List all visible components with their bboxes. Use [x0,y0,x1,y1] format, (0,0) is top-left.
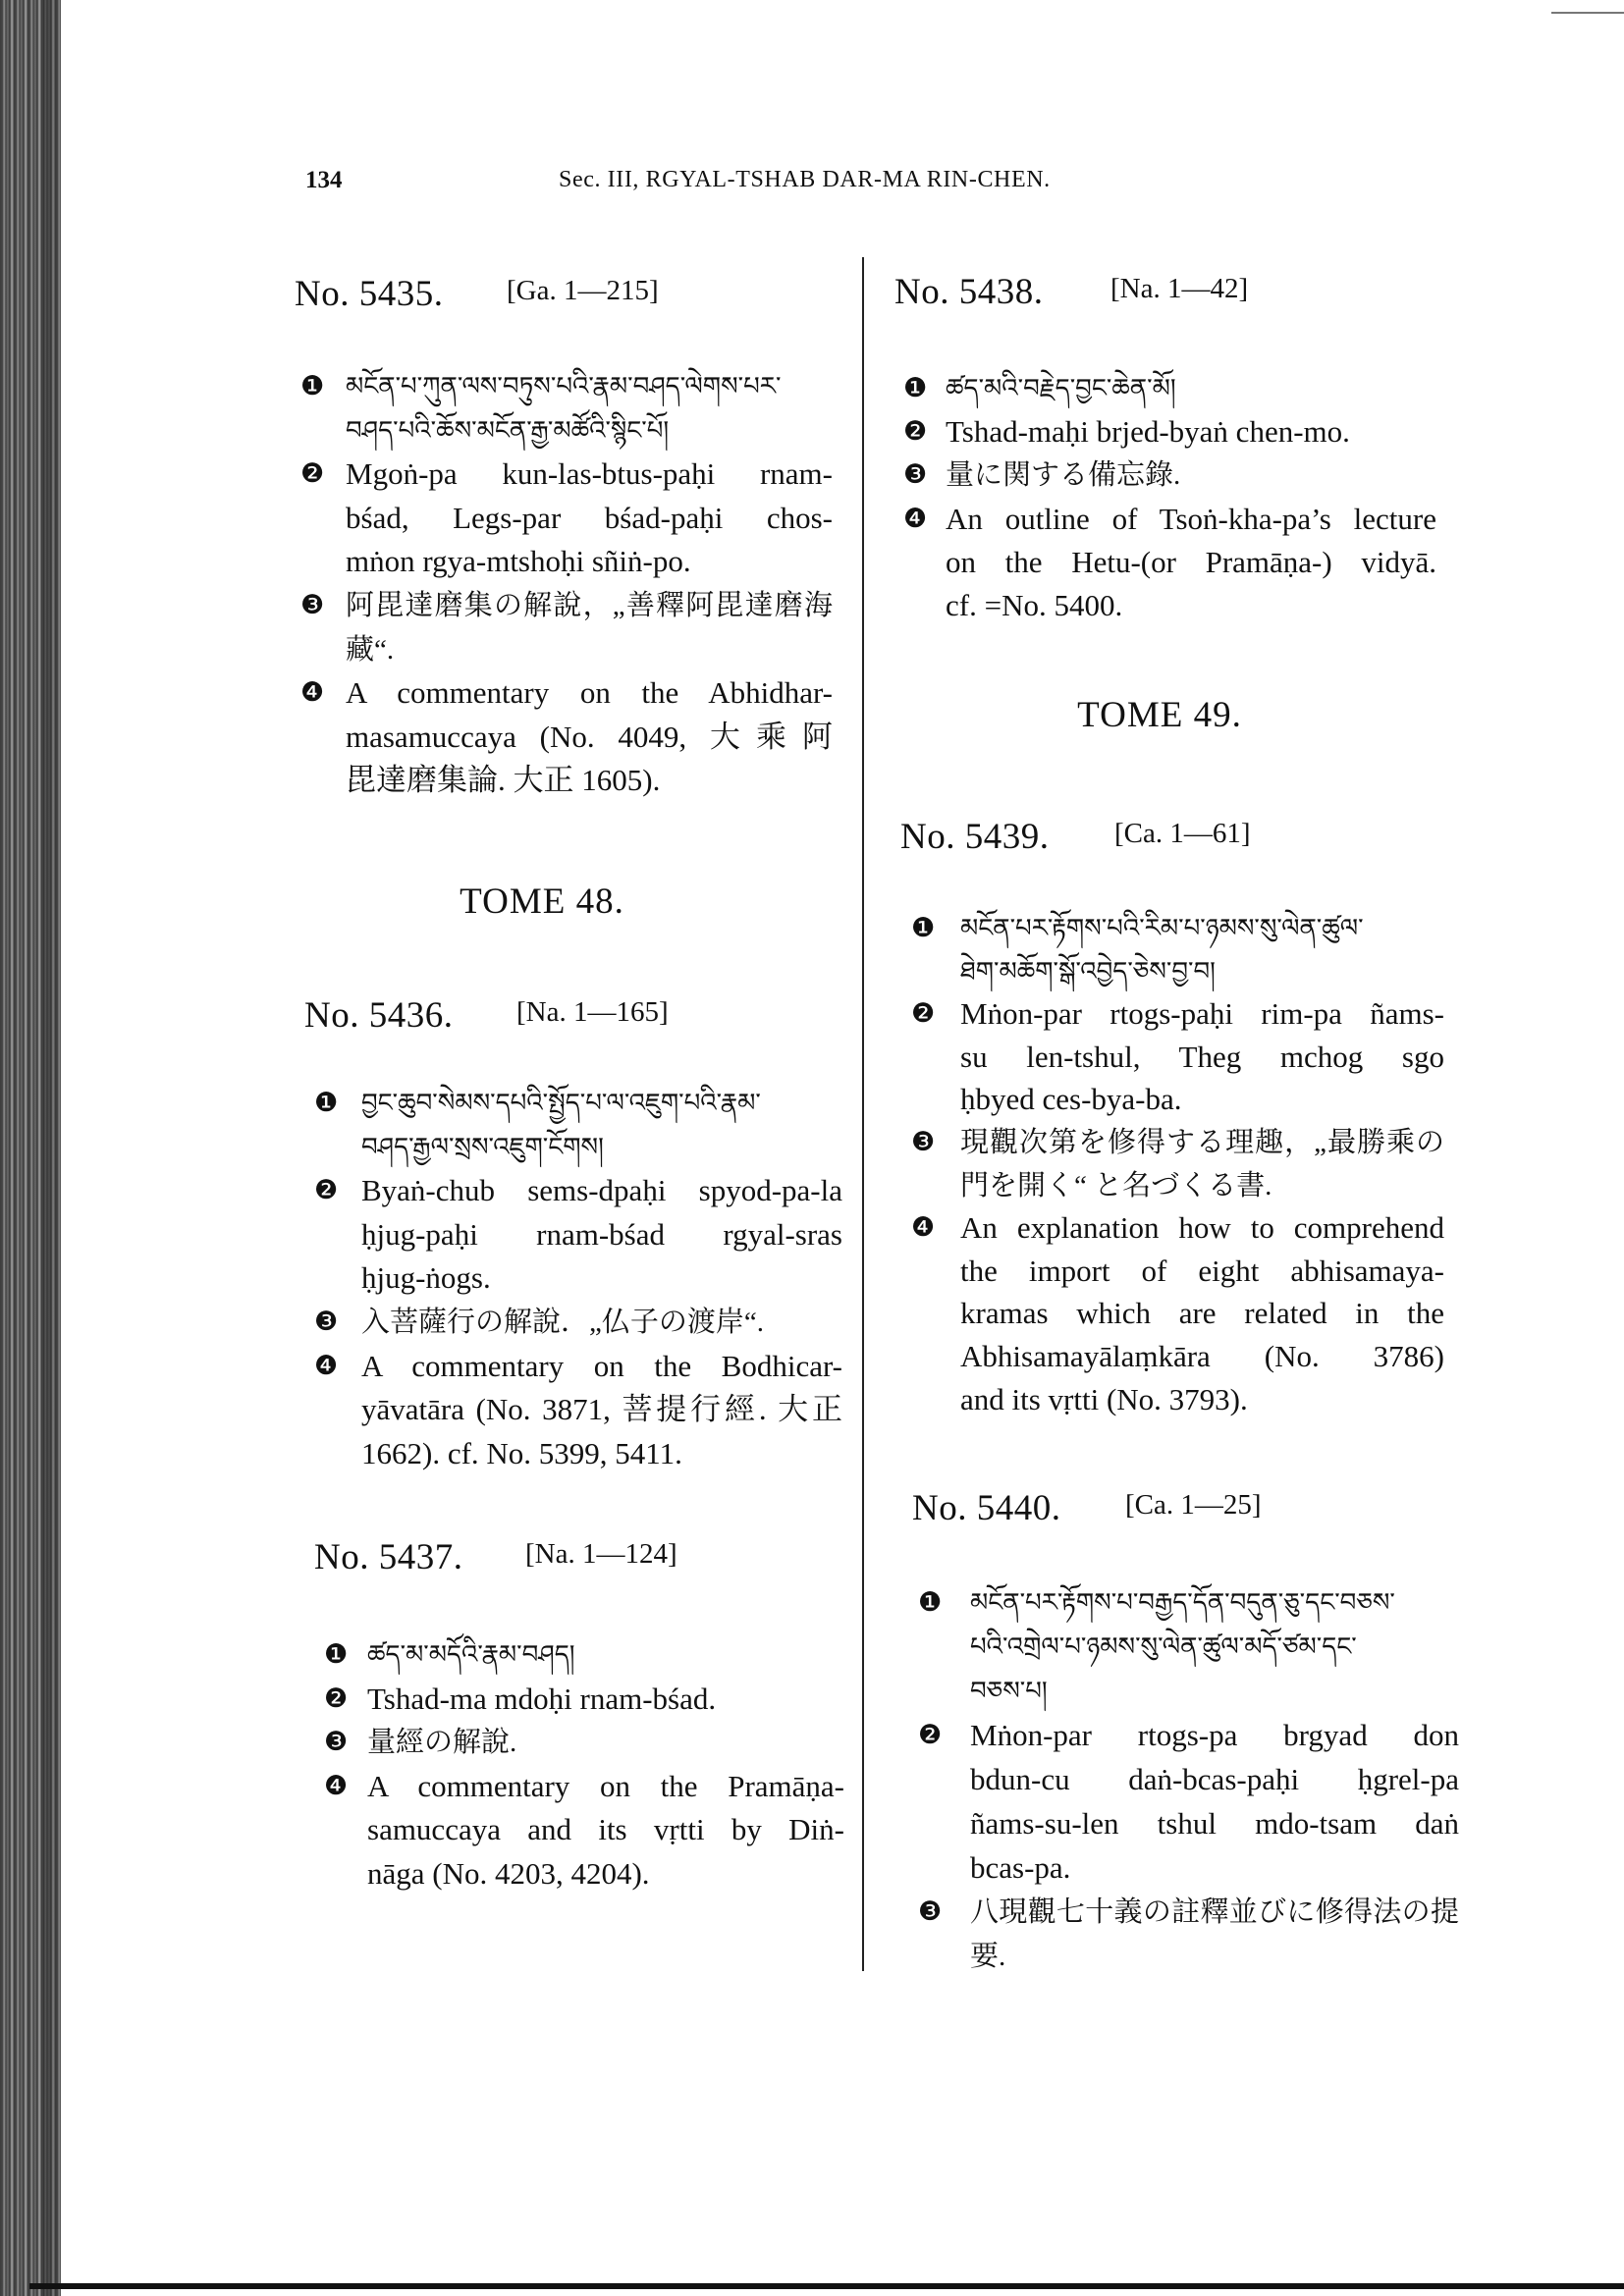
entry-reference: [Ga. 1—215] [507,275,659,306]
tome-heading: TOME 48. [460,881,624,922]
tibetan-title-line: མངོན་པར་རྟོགས་པའི་རིམ་པ་ཉམས་སུ་ལེན་ཚུལ་ [960,914,1364,943]
scan-edge-shadow [0,0,61,2296]
transliteration-line: bdun-cu daṅ-bcas-paḥi ḥgrel-pa [970,1762,1459,1796]
entry-reference: [Ca. 1—25] [1125,1489,1262,1521]
description-line: 毘達磨集論. 大正 1605). [346,763,661,798]
entry-number: No. 5439. [900,817,1050,857]
description-line: cf. =No. 5400. [946,588,1123,622]
tibetan-title-line: ཐེག་མཆོག་སྒོ་འབྱེད་ཅེས་བྱ་བ། [960,956,1216,987]
item-number-marker: ❶ [300,371,325,401]
description-line: 1662). cf. No. 5399, 5411. [361,1435,682,1470]
japanese-title-line: 量に関する備忘錄. [946,459,1181,492]
transliteration-line: bcas-pa. [970,1850,1071,1885]
item-number-marker: ❶ [314,1088,339,1118]
item-number-marker: ❷ [903,416,928,448]
transliteration-line: Mṅon-par rtogs-paḥi rim-pa ñams- [960,996,1444,1032]
description-line: masamuccaya (No. 4049, 大乘阿 [346,719,833,754]
japanese-title-line: 藏“. [346,633,395,666]
item-number-marker: ❶ [911,913,936,943]
japanese-title-line: 門を開く“ と名づくる書. [960,1169,1272,1201]
description-line: A commentary on the Pramāṇa- [367,1768,844,1803]
transliteration-line: su len-tshul, Theg mchog sgo [960,1039,1444,1074]
item-number-marker: ❶ [324,1639,349,1670]
item-number-marker: ❷ [314,1175,339,1206]
japanese-title-line: 量經の解說. [367,1727,517,1759]
description-line: An explanation how to comprehend [960,1210,1444,1246]
item-number-marker: ❷ [300,458,325,490]
description-line: An outline of Tsoṅ-kha-pa’s lecture [946,501,1436,536]
item-number-marker: ❹ [324,1770,349,1801]
transliteration-line: mṅon rgya-mtshoḥi sñiṅ-po. [346,544,691,579]
page-number: 134 [305,167,343,193]
japanese-title-line: 要. [970,1941,1006,1972]
item-number-marker: ❸ [300,590,325,620]
transliteration-line: Mgoṅ-pa kun-las-btus-paḥi rnam- [346,456,833,492]
transliteration-line: ñams-su-len tshul mdo-tsam daṅ [970,1806,1459,1841]
japanese-title-line: 八現觀七十義の註釋並びに修得法の提 [970,1896,1459,1928]
description-line: on the Hetu-(or Pramāṇa-) vidyā. [946,544,1436,579]
item-number-marker: ❹ [911,1212,936,1244]
tibetan-title-line: མངོན་པ་ཀུན་ལས་བཏུས་པའི་རྣམ་བཤད་ལེགས་པར་ [346,372,782,401]
tibetan-title-line: བཅས་པ། [970,1677,1048,1706]
tibetan-title-line: བཤད་པའི་ཆོས་མངོན་རྒྱ་མཚོའི་སྙིང་པོ། [346,415,670,446]
entry-reference: [Na. 1—42] [1110,273,1249,304]
item-number-marker: ❸ [314,1307,339,1337]
transliteration-line: ḥjug-ṅogs. [361,1260,491,1296]
item-number-marker: ❸ [903,459,928,491]
tibetan-title-line: པའི་འགྲེལ་པ་ཉམས་སུ་ལེན་ཚུལ་མདོ་ཙམ་དང་ [970,1632,1357,1662]
description-line: A commentary on the Abhidhar- [346,675,833,711]
transliteration-line: bśad, Legs-par bśad-paḥi chos- [346,500,833,535]
entry-reference: [Na. 1—165] [516,996,669,1028]
description-line: A commentary on the Bodhicar- [361,1348,842,1383]
description-line: kramas which are related in the [960,1296,1444,1331]
scan-artifact-line [1551,12,1624,14]
column-divider [862,257,864,1971]
transliteration-line: Byaṅ-chub sems-dpaḥi spyod-pa-la [361,1173,842,1208]
item-number-marker: ❸ [918,1896,943,1927]
description-line: nāga (No. 4203, 4204). [367,1856,650,1891]
entry-number: No. 5435. [295,274,444,314]
transliteration-line: ḥjug-paḥi rnam-bśad rgyal-sras [361,1216,842,1252]
description-line: samuccaya and its vṛtti by Diṅ- [367,1812,844,1847]
transliteration-line: Tshad-maḥi brjed-byaṅ chen-mo. [946,414,1350,450]
item-number-marker: ❷ [911,998,936,1030]
japanese-title-line: 現觀次第を修得する理趣，„最勝乘の [960,1127,1444,1158]
item-number-marker: ❸ [911,1127,936,1157]
entry-number: No. 5440. [912,1488,1061,1528]
transliteration-line: Tshad-ma mdoḥi rnam-bśad. [367,1681,717,1716]
transliteration-line: Mṅon-par rtogs-pa brgyad don [970,1718,1459,1752]
transliteration-line: ḥbyed ces-bya-ba. [960,1082,1182,1117]
entry-number: No. 5436. [304,995,454,1036]
tibetan-title-line: བཤད་རྒྱལ་སྲས་འཇུག་ངོགས། [361,1132,604,1162]
item-number-marker: ❶ [903,373,928,403]
tibetan-title-line: ཚད་མ་མདོའི་རྣམ་བཤད། [367,1640,575,1670]
entry-reference: [Na. 1—124] [525,1538,677,1570]
japanese-title-line: 入菩薩行の解說．„仏子の渡岸“. [361,1307,764,1338]
page-bottom-edge [29,2283,1624,2289]
item-number-marker: ❹ [300,677,325,709]
description-line: and its vṛtti (No. 3793). [960,1381,1248,1416]
japanese-title-line: 阿毘達磨集の解說，„善釋阿毘達磨海 [346,590,833,621]
description-line: the import of eight abhisamaya- [960,1253,1444,1288]
item-number-marker: ❹ [314,1350,339,1381]
tome-heading: TOME 49. [1077,695,1242,735]
tibetan-title-line: ཚད་མའི་བརྗེད་བྱང་ཆེན་མོ། [946,374,1176,403]
entry-number: No. 5437. [314,1537,463,1577]
description-line: Abhisamayālaṃkāra (No. 3786) [960,1339,1444,1373]
item-number-marker: ❷ [324,1682,349,1714]
description-line: yāvatāra (No. 3871, 菩提行經. 大正 [361,1392,842,1427]
entry-number: No. 5438. [894,272,1044,312]
item-number-marker: ❷ [918,1720,943,1750]
running-title: Sec. III, RGYAL-TSHAB DAR-MA RIN-CHEN. [559,167,1051,192]
item-number-marker: ❸ [324,1727,349,1758]
tibetan-title-line: མངོན་པར་རྟོགས་པ་བརྒྱད་དོན་བདུན་ཅུ་དང་བཅས་ [970,1588,1395,1618]
item-number-marker: ❶ [918,1587,943,1618]
item-number-marker: ❹ [903,503,928,534]
entry-reference: [Ca. 1—61] [1114,818,1251,849]
tibetan-title-line: བྱང་ཆུབ་སེམས་དཔའི་སྤྱོད་པ་ལ་འཇུག་པའི་རྣམ་ [361,1089,761,1118]
